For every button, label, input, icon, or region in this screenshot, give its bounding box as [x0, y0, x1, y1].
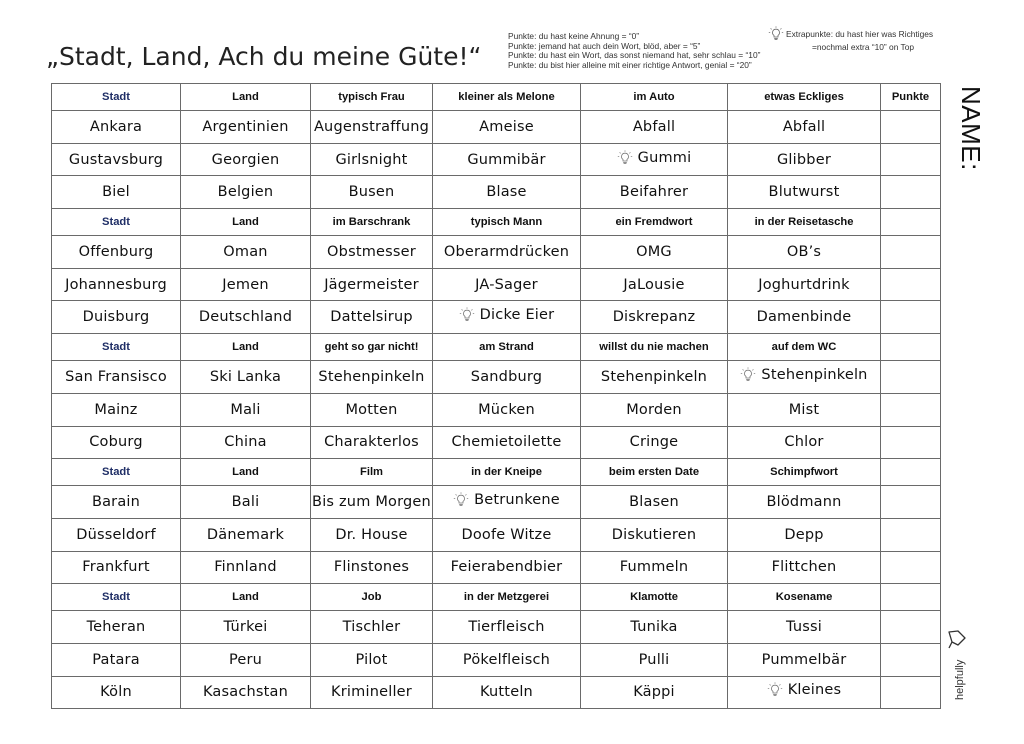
category-header: ein Fremdwort	[581, 209, 728, 236]
answer-text: Tischler	[342, 619, 401, 636]
answer-text: Biel	[102, 184, 130, 201]
answer-cell	[52, 426, 181, 459]
answer-text: Fummeln	[619, 559, 689, 576]
category-header-row	[52, 459, 941, 486]
answer-text: Charakterlos	[324, 434, 419, 451]
answer-text: Pökelfleisch	[462, 651, 551, 668]
answer-cell	[728, 268, 881, 301]
answer-text: Mali	[230, 401, 261, 418]
answer-text: Dänemark	[206, 526, 285, 543]
answer-cell	[728, 518, 881, 551]
answer-row	[52, 676, 941, 709]
category-header: Land	[181, 334, 311, 361]
answer-row	[52, 426, 941, 459]
category-header: in der Reisetasche	[728, 209, 881, 236]
lightbulb-icon	[617, 150, 633, 166]
answer-text: Köln	[100, 684, 132, 701]
answer-cell	[311, 143, 433, 176]
category-header: geht so gar nicht!	[311, 334, 433, 361]
answer-text: Chemietoilette	[451, 434, 562, 451]
answer-cell	[728, 176, 881, 209]
answer-text: Bali	[231, 494, 260, 511]
answer-cell	[581, 611, 728, 644]
answer-cell	[52, 268, 181, 301]
answer-row	[52, 111, 941, 144]
answer-text: Feierabendbier	[450, 559, 563, 576]
category-header-row	[52, 584, 941, 611]
category-header: Kosename	[728, 584, 881, 611]
answer-cell	[52, 486, 181, 519]
category-header: am Strand	[433, 334, 581, 361]
answer-text: Joghurtdrink	[758, 276, 850, 293]
extra-points-line1: Extrapunkte: du hast hier was Richtiges	[786, 28, 934, 39]
answer-text: JaLousie	[623, 276, 685, 293]
points-cell[interactable]	[881, 676, 941, 709]
answer-text: Girlsnight	[335, 151, 408, 168]
answer-cell	[181, 486, 311, 519]
answer-text: Stehenpinkeln	[761, 366, 868, 383]
extra-points-line2: =nochmal extra “10” on Top	[812, 42, 915, 52]
category-header: Stadt	[52, 584, 181, 611]
answer-cell	[433, 236, 581, 269]
category-header: Stadt	[52, 84, 181, 111]
name-field	[952, 86, 992, 186]
answer-cell	[581, 643, 728, 676]
answer-cell	[311, 268, 433, 301]
answer-text: Pilot	[355, 651, 388, 668]
answer-cell	[581, 426, 728, 459]
answer-cell	[581, 176, 728, 209]
category-header: Film	[311, 459, 433, 486]
answer-text: OMG	[636, 243, 672, 260]
answer-cell	[581, 236, 728, 269]
answer-cell	[581, 518, 728, 551]
answer-cell	[728, 426, 881, 459]
answer-cell	[728, 486, 881, 519]
answer-cell	[728, 643, 881, 676]
answer-text: Kleines	[787, 682, 842, 699]
answer-cell	[181, 236, 311, 269]
answer-text: Krimineller	[331, 684, 412, 701]
answer-text: Pummelbär	[761, 651, 847, 668]
answer-cell	[728, 361, 881, 394]
category-header: im Barschrank	[311, 209, 433, 236]
category-header: Punkte	[881, 84, 941, 111]
answer-row	[52, 611, 941, 644]
answer-text: San Fransisco	[65, 368, 167, 385]
name-label: NAME:	[956, 86, 986, 171]
answer-cell	[52, 236, 181, 269]
answer-text: Bis zum Morgen	[312, 494, 431, 511]
answer-cell	[433, 486, 581, 519]
answer-text: Doofe Witze	[461, 526, 552, 543]
answer-text: Blödmann	[766, 494, 842, 511]
scoring-rule: Punkte: du hast keine Ahnung = “0”	[508, 31, 640, 41]
answer-text: Diskutieren	[611, 526, 697, 543]
points-cell[interactable]	[881, 551, 941, 584]
category-header: Land	[181, 459, 311, 486]
answer-cell	[728, 236, 881, 269]
points-cell[interactable]	[881, 268, 941, 301]
answer-text: Blasen	[629, 494, 679, 511]
answer-cell	[181, 176, 311, 209]
answer-cell	[728, 143, 881, 176]
scoring-rule: Punkte: jemand hat auch dein Wort, blöd, aber = “5”	[508, 40, 701, 51]
answer-cell	[433, 676, 581, 709]
answer-text: Morden	[626, 401, 682, 418]
answer-text: Dattelsirup	[330, 309, 413, 326]
answer-text: Kasachstan	[202, 684, 289, 701]
answer-text: Ski Lanka	[209, 368, 282, 385]
answer-text: Chlor	[784, 434, 824, 451]
answer-cell	[728, 611, 881, 644]
answer-text: Düsseldorf	[76, 526, 156, 543]
answer-text: Busen	[348, 184, 395, 201]
answer-cell	[311, 551, 433, 584]
answer-cell	[52, 361, 181, 394]
answer-cell	[581, 393, 728, 426]
answer-row	[52, 361, 941, 394]
answer-text: Oberarmdrücken	[443, 243, 570, 260]
answer-row	[52, 643, 941, 676]
points-cell[interactable]	[881, 301, 941, 334]
answer-cell	[181, 393, 311, 426]
answer-row	[52, 393, 941, 426]
answer-row	[52, 486, 941, 519]
answer-cell	[52, 176, 181, 209]
answer-cell	[581, 111, 728, 144]
answer-text: Deutschland	[198, 309, 293, 326]
answer-cell	[181, 518, 311, 551]
answer-cell	[311, 301, 433, 334]
answer-text: Türkei	[223, 619, 268, 636]
answer-text: Sandburg	[470, 368, 543, 385]
answer-cell	[728, 551, 881, 584]
answer-text: Mist	[788, 401, 820, 418]
answer-cell	[581, 361, 728, 394]
points-cell[interactable]	[881, 643, 941, 676]
answer-cell	[181, 426, 311, 459]
game-sheet-table	[51, 83, 941, 709]
answer-cell	[181, 676, 311, 709]
answer-cell	[433, 611, 581, 644]
answer-text: Damenbinde	[756, 309, 852, 326]
answer-text: Georgien	[211, 151, 280, 168]
points-cell[interactable]	[881, 426, 941, 459]
answer-cell	[581, 301, 728, 334]
answer-text: Gummi	[637, 149, 692, 166]
category-header: im Auto	[581, 84, 728, 111]
points-cell[interactable]	[881, 611, 941, 644]
answer-text: Tierfleisch	[468, 619, 545, 636]
category-header: willst du nie machen	[581, 334, 728, 361]
page-title: „Stadt, Land, Ach du meine Güte!“	[46, 42, 482, 71]
answer-text: Cringe	[629, 434, 679, 451]
answer-text: Patara	[92, 651, 140, 668]
category-header: Schimpfwort	[728, 459, 881, 486]
answer-text: Tunika	[630, 619, 678, 636]
answer-cell	[311, 643, 433, 676]
answer-cell	[52, 518, 181, 551]
answer-row	[52, 143, 941, 176]
answer-cell	[52, 676, 181, 709]
answer-text: Barain	[91, 494, 141, 511]
category-header: beim ersten Date	[581, 459, 728, 486]
answer-cell	[52, 111, 181, 144]
answer-text: Käppi	[633, 684, 675, 701]
scoring-rule: Punkte: du bist hier alleine mit einer richtige Antwort, genial = “20”	[508, 59, 752, 70]
answer-text: Duisburg	[82, 309, 150, 326]
answer-cell	[433, 551, 581, 584]
points-cell[interactable]	[881, 518, 941, 551]
answer-cell	[581, 486, 728, 519]
points-cell[interactable]	[881, 176, 941, 209]
answer-cell	[311, 393, 433, 426]
category-header: typisch Frau	[311, 84, 433, 111]
points-cell[interactable]	[881, 393, 941, 426]
brand-hand-icon	[946, 628, 968, 652]
category-header: typisch Mann	[433, 209, 581, 236]
category-header: auf dem WC	[728, 334, 881, 361]
answer-text: Peru	[228, 651, 263, 668]
answer-cell	[311, 486, 433, 519]
answer-text: OB’s	[786, 243, 822, 260]
category-header: in der Kneipe	[433, 459, 581, 486]
answer-text: Motten	[345, 401, 398, 418]
category-header: in der Metzgerei	[433, 584, 581, 611]
answer-text: China	[224, 434, 267, 451]
answer-row	[52, 268, 941, 301]
answer-text: Dr. House	[335, 526, 408, 543]
extra-points-note	[768, 26, 933, 53]
answer-text: Blutwurst	[768, 184, 840, 201]
answer-cell	[728, 111, 881, 144]
category-header: Klamotte	[581, 584, 728, 611]
lightbulb-icon	[740, 367, 756, 383]
answer-text: Teheran	[86, 619, 146, 636]
lightbulb-icon	[459, 307, 475, 323]
answer-cell	[181, 268, 311, 301]
answer-row	[52, 236, 941, 269]
answer-cell	[52, 301, 181, 334]
points-cell[interactable]	[881, 361, 941, 394]
category-header-row	[52, 209, 941, 236]
answer-text: Gummibär	[467, 151, 546, 168]
category-header: Stadt	[52, 334, 181, 361]
answer-cell	[581, 551, 728, 584]
category-header: kleiner als Melone	[433, 84, 581, 111]
lightbulb-icon	[768, 26, 784, 42]
answer-cell	[433, 361, 581, 394]
answer-cell	[728, 301, 881, 334]
answer-text: Oman	[223, 243, 268, 260]
answer-text: Abfall	[782, 118, 826, 135]
answer-cell	[181, 551, 311, 584]
category-header	[881, 584, 941, 611]
answer-cell	[311, 676, 433, 709]
answer-cell	[311, 426, 433, 459]
answer-text: Betrunkene	[474, 492, 560, 509]
answer-cell	[311, 176, 433, 209]
category-header-row	[52, 334, 941, 361]
answer-cell	[181, 611, 311, 644]
answer-cell	[433, 301, 581, 334]
answer-text: JA-Sager	[475, 276, 538, 293]
answer-text: Diskrepanz	[612, 309, 696, 326]
answer-text: Argentinien	[202, 118, 289, 135]
answer-cell	[581, 143, 728, 176]
points-cell[interactable]	[881, 486, 941, 519]
answer-cell	[52, 143, 181, 176]
answer-text: Coburg	[89, 434, 143, 451]
answer-cell	[433, 111, 581, 144]
answer-text: Jägermeister	[324, 276, 419, 293]
answer-cell	[433, 426, 581, 459]
answer-text: Ameise	[479, 118, 534, 135]
answer-cell	[581, 676, 728, 709]
points-cell[interactable]	[881, 111, 941, 144]
answer-text: Blase	[486, 184, 527, 201]
category-header-row	[52, 84, 941, 111]
answer-text: Augenstraffung	[313, 118, 430, 135]
answer-text: Belgien	[217, 184, 274, 201]
answer-text: Dicke Eier	[479, 307, 555, 324]
answer-text: Pulli	[638, 651, 670, 668]
answer-cell	[433, 268, 581, 301]
answer-text: Glibber	[777, 151, 831, 168]
answer-cell	[433, 143, 581, 176]
answer-text: Gustavsburg	[68, 151, 164, 168]
answer-cell	[311, 111, 433, 144]
answer-text: Stehenpinkeln	[318, 368, 425, 385]
points-cell[interactable]	[881, 143, 941, 176]
points-cell[interactable]	[881, 236, 941, 269]
brand-logo	[944, 628, 974, 708]
answer-text: Ankara	[89, 118, 143, 135]
category-header: etwas Eckliges	[728, 84, 881, 111]
answer-cell	[52, 393, 181, 426]
answer-text: Depp	[784, 526, 824, 543]
brand-name: helpfully	[954, 659, 966, 700]
category-header: Land	[181, 84, 311, 111]
category-header: Stadt	[52, 459, 181, 486]
answer-cell	[181, 111, 311, 144]
category-header: Land	[181, 584, 311, 611]
answer-cell	[311, 236, 433, 269]
answer-cell	[728, 393, 881, 426]
answer-text: Obstmesser	[327, 243, 416, 260]
answer-cell	[52, 643, 181, 676]
answer-cell	[181, 301, 311, 334]
scoring-rules	[508, 32, 760, 70]
answer-cell	[433, 518, 581, 551]
answer-row	[52, 551, 941, 584]
answer-text: Mücken	[478, 401, 535, 418]
answer-cell	[311, 361, 433, 394]
category-header	[881, 459, 941, 486]
answer-cell	[311, 518, 433, 551]
answer-text: Finnland	[214, 559, 277, 576]
answer-text: Mainz	[94, 401, 138, 418]
answer-text: Jemen	[222, 276, 269, 293]
answer-text: Stehenpinkeln	[600, 368, 708, 385]
answer-text: Offenburg	[78, 243, 154, 260]
answer-cell	[181, 361, 311, 394]
answer-cell	[181, 143, 311, 176]
answer-text: Kutteln	[480, 684, 533, 701]
answer-text: Frankfurt	[82, 559, 150, 576]
answer-cell	[433, 176, 581, 209]
answer-row	[52, 518, 941, 551]
answer-cell	[52, 611, 181, 644]
scoring-rule: Punkte: du hast ein Wort, das sonst niemand hat, sehr schlau = “10”	[508, 50, 761, 61]
category-header: Land	[181, 209, 311, 236]
answer-cell	[433, 643, 581, 676]
answer-cell	[181, 643, 311, 676]
answer-cell	[728, 676, 881, 709]
answer-row	[52, 301, 941, 334]
lightbulb-icon	[767, 682, 783, 698]
answer-text: Flittchen	[771, 559, 837, 576]
answer-cell	[433, 393, 581, 426]
answer-text: Abfall	[632, 118, 676, 135]
answer-text: Tussi	[786, 619, 822, 636]
category-header: Stadt	[52, 209, 181, 236]
answer-cell	[311, 611, 433, 644]
lightbulb-icon	[453, 492, 469, 508]
category-header	[881, 334, 941, 361]
answer-text: Beifahrer	[619, 184, 689, 201]
category-header: Job	[311, 584, 433, 611]
answer-cell	[52, 551, 181, 584]
category-header	[881, 209, 941, 236]
answer-cell	[581, 268, 728, 301]
answer-text: Johannesburg	[65, 276, 167, 293]
answer-text: Flinstones	[333, 559, 410, 576]
answer-row	[52, 176, 941, 209]
